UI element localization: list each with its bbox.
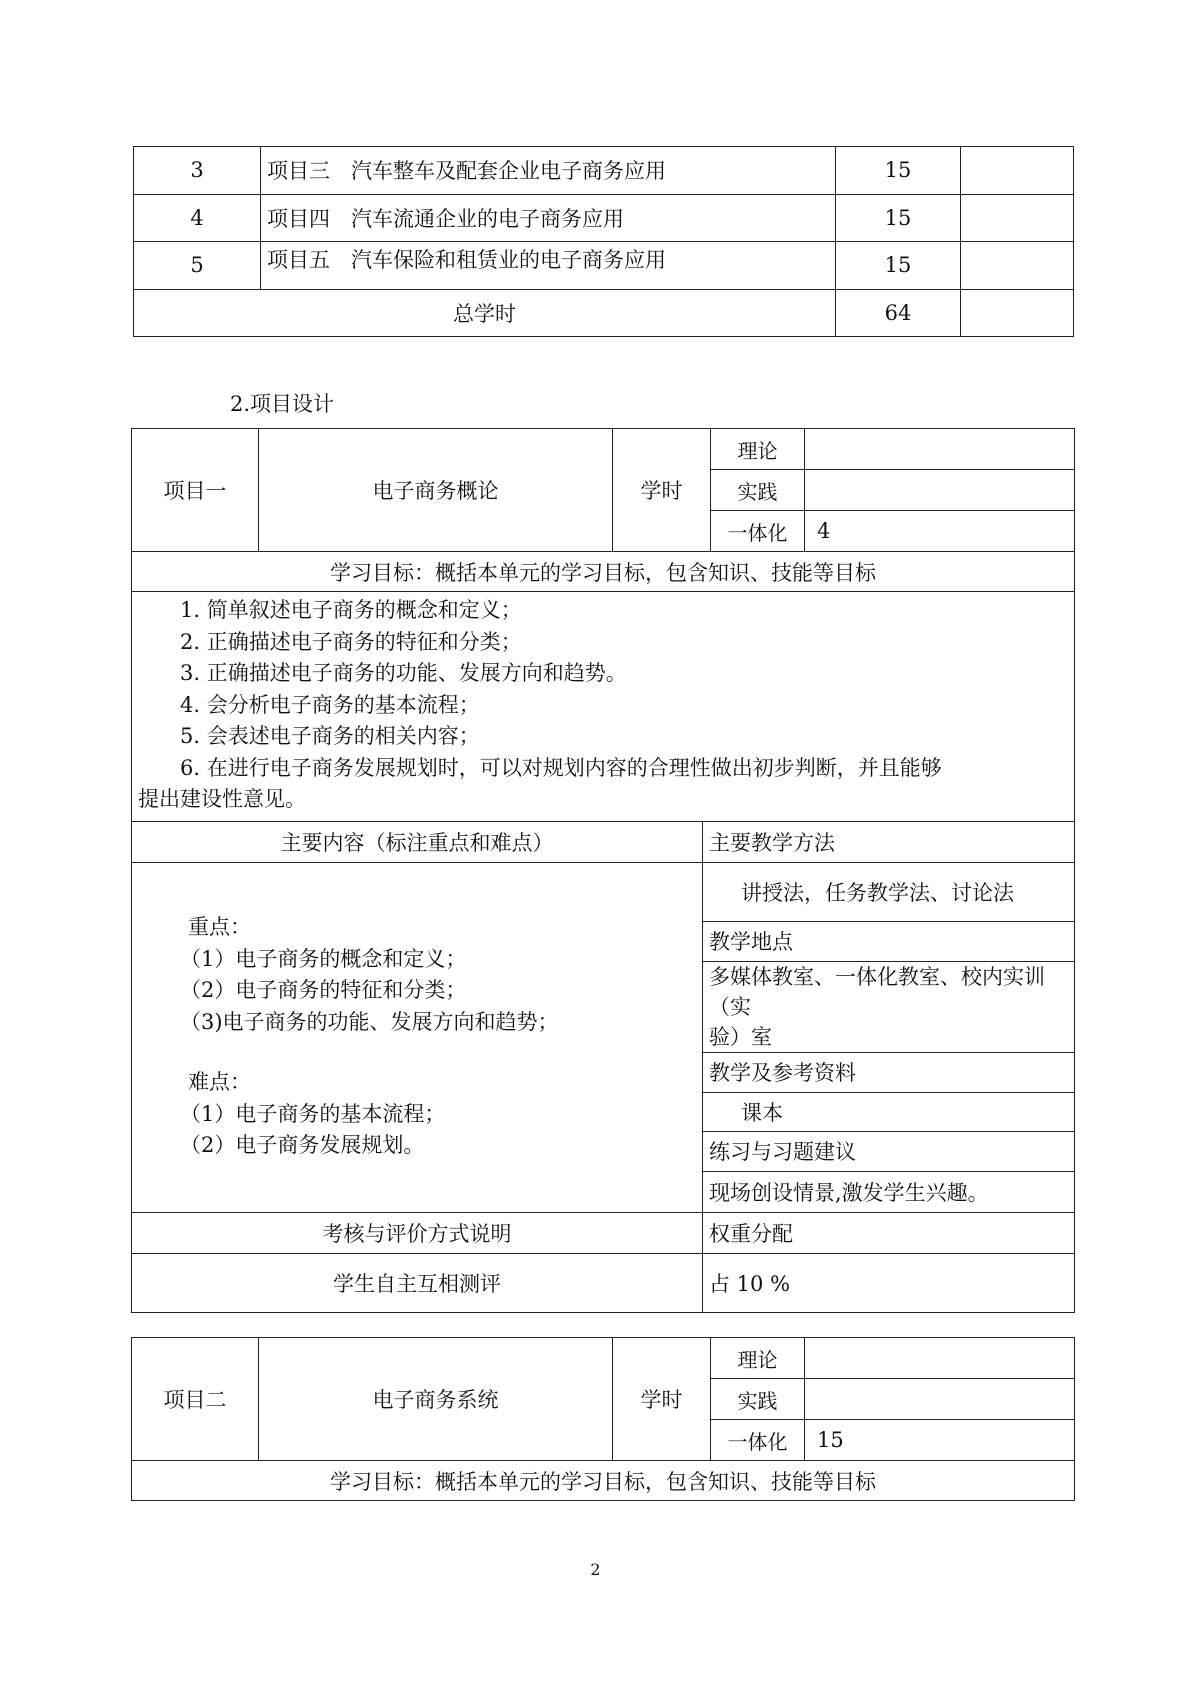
table-row (134, 194, 1074, 242)
practice-value (805, 470, 1075, 511)
key-point-item: （2）电子商务的特征和分类； (180, 978, 467, 1003)
key-point-item: （1）电子商务的概念和定义； (180, 946, 467, 971)
row-number: 4 (134, 194, 261, 242)
project-header-row (132, 429, 1075, 470)
project2-table (131, 1337, 1075, 1501)
extra-cell (961, 242, 1074, 290)
project-hours: 15 (836, 194, 961, 242)
row-number: 3 (134, 147, 261, 195)
theory-value (805, 429, 1075, 470)
table-row (134, 242, 1074, 290)
assess-item: 学生自主互相测评 (132, 1253, 703, 1312)
extra-cell (961, 147, 1074, 195)
project-hours: 15 (836, 242, 961, 290)
integrated-value: 15 (805, 1420, 1075, 1461)
goal-item: 1. 简单叙述电子商务的概念和定义； (180, 598, 522, 622)
weight-value: 占 10 % (703, 1253, 1075, 1312)
location-line: 多媒体教室、一体化教室、校内实训（实 (709, 964, 1045, 1019)
extra-cell (961, 289, 1074, 337)
row-number: 5 (134, 242, 261, 290)
teaching-location (703, 961, 1075, 1052)
page-number: 2 (590, 1560, 601, 1579)
goals-header: 学习目标：概括本单元的学习目标，包含知识、技能等目标 (132, 552, 1075, 592)
teaching-methods: 讲授法，任务教学法、讨论法 (703, 862, 1075, 921)
location-label: 教学地点 (703, 921, 1075, 961)
schedule-table (133, 146, 1074, 337)
theory-label: 理论 (711, 429, 805, 470)
practice-label: 实践 (711, 470, 805, 511)
goal-item: 4. 会分析电子商务的基本流程； (180, 692, 480, 717)
difficult-point-item: （1）电子商务的基本流程； (180, 1101, 446, 1126)
project-name: 项目三 汽车整车及配套企业电子商务应用 (261, 147, 836, 195)
project-label: 项目二 (132, 1338, 259, 1461)
project-title: 电子商务系统 (259, 1338, 613, 1461)
goal-item: 3. 正确描述电子商务的功能、发展方向和趋势。 (180, 661, 627, 685)
content-header: 主要内容（标注重点和难点） (132, 821, 703, 862)
key-points-label: 重点： (188, 915, 251, 940)
project-label: 项目一 (132, 429, 259, 552)
hours-label: 学时 (613, 429, 711, 552)
exercise-value: 现场创设情景,激发学生兴趣。 (703, 1171, 1075, 1212)
learning-goals (132, 592, 1075, 822)
location-line: 验）室 (709, 1024, 772, 1049)
integrated-value: 4 (805, 511, 1075, 552)
project-name: 项目五 汽车保险和租赁业的电子商务应用 (261, 242, 836, 290)
project-hours: 15 (836, 147, 961, 195)
project-title: 电子商务概论 (259, 429, 613, 552)
goal-item: 5. 会表述电子商务的相关内容； (180, 724, 480, 748)
total-hours: 64 (836, 289, 961, 337)
main-content (132, 862, 703, 1212)
exercise-label: 练习与习题建议 (703, 1131, 1075, 1171)
hours-label: 学时 (613, 1338, 711, 1461)
extra-cell (961, 194, 1074, 242)
key-point-item: （3)电子商务的功能、发展方向和趋势； (180, 1009, 559, 1034)
difficult-point-item: （2）电子商务发展规划。 (180, 1133, 425, 1158)
table-row (134, 147, 1074, 195)
theory-value (805, 1338, 1075, 1379)
practice-value (805, 1379, 1075, 1420)
project1-table (131, 428, 1075, 1313)
integrated-label: 一体化 (711, 511, 805, 552)
weight-label: 权重分配 (703, 1212, 1075, 1253)
method-header: 主要教学方法 (703, 821, 1075, 862)
project-name: 项目四 汽车流通企业的电子商务应用 (261, 194, 836, 242)
goal-item: 6. 在进行电子商务发展规划时，可以对规划内容的合理性做出初步判断，并且能够 (180, 755, 942, 780)
difficult-points-label: 难点： (188, 1070, 251, 1095)
assess-label: 考核与评价方式说明 (132, 1212, 703, 1253)
practice-label: 实践 (711, 1379, 805, 1420)
goal-item-continuation: 提出建设性意见。 (138, 787, 306, 811)
section-heading: 2.项目设计 (230, 392, 335, 416)
materials-label: 教学及参考资料 (703, 1052, 1075, 1092)
integrated-label: 一体化 (711, 1420, 805, 1461)
goals-header: 学习目标：概括本单元的学习目标，包含知识、技能等目标 (132, 1461, 1075, 1501)
materials-value: 课本 (703, 1092, 1075, 1131)
theory-label: 理论 (711, 1338, 805, 1379)
total-row (134, 289, 1074, 337)
total-label: 总学时 (134, 289, 836, 337)
goal-item: 2. 正确描述电子商务的特征和分类； (180, 629, 522, 654)
